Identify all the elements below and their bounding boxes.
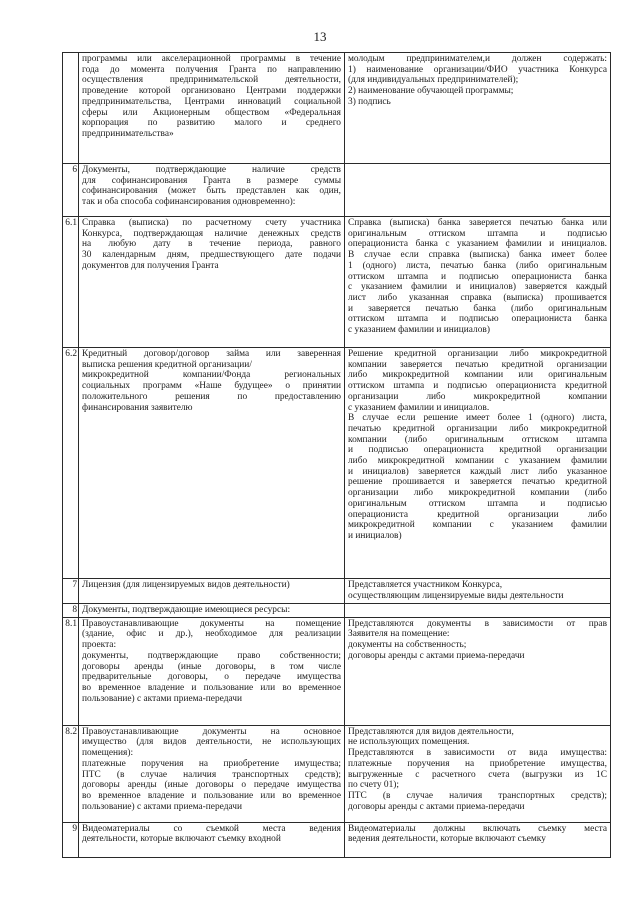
cell-line: года до момента получения Гранта по направлению bbox=[82, 64, 341, 75]
row-number: 8.1 bbox=[63, 617, 79, 725]
cell-line: программы или акселерационной программы в течение bbox=[82, 54, 341, 64]
cell-line: Представляются в зависимости от вида имущества: bbox=[348, 748, 607, 759]
cell-line: и подписью операциониста кредитной организации bbox=[348, 445, 607, 456]
cell-line: социальных программ «Наше будущее» о принятии bbox=[82, 381, 341, 392]
cell-line: 1 (одного) листа, печатью банка (либо оригинальным bbox=[348, 260, 607, 271]
cell-line: Видеоматериалы должны включать съемку места bbox=[348, 823, 607, 834]
cell-line: во временное владение и пользование или во временное bbox=[82, 682, 341, 693]
row-number bbox=[63, 53, 79, 164]
cell-line: с указанием фамилии и инициалов) bbox=[348, 325, 490, 336]
requirements-cell bbox=[345, 604, 611, 618]
cell-line: договоры аренды (иные договоры, в том числе bbox=[82, 661, 341, 672]
cell-line: по счету 01); bbox=[348, 780, 400, 791]
cell-line: деятельности, которые включают съемку входной bbox=[82, 834, 281, 845]
cell-line: помещения): bbox=[82, 748, 134, 759]
cell-line: оригинальным оттиском штампа и подписью bbox=[348, 498, 607, 509]
cell-line: Заявителя на помещение: bbox=[348, 629, 450, 640]
cell-line: договоры аренды с актами приема-передачи bbox=[348, 801, 525, 812]
cell-line: В случае если справка (выписка) банка имеет более bbox=[348, 250, 607, 261]
cell-line: во временное владение и пользование или во временное bbox=[82, 790, 341, 801]
requirements-cell bbox=[345, 725, 611, 822]
cell-line: пользование) с актами приема-передачи bbox=[82, 693, 242, 704]
row-number: 7 bbox=[63, 579, 79, 604]
requirements-cell bbox=[345, 164, 611, 217]
page-number: 13 bbox=[313, 29, 327, 44]
cell-line: компании заверяется печатью кредитной организации bbox=[348, 359, 607, 370]
table-row bbox=[63, 53, 611, 164]
cell-line: так и оба способа софинансирования одновременно): bbox=[82, 197, 296, 208]
cell-line: оттиском штампа и подписью операциониста кредитной bbox=[348, 381, 607, 392]
cell-line: имущество (для видов деятельности, не использующих bbox=[82, 737, 341, 748]
document-name-cell bbox=[79, 822, 345, 857]
requirements-cell bbox=[345, 217, 611, 348]
cell-line: Решение кредитной организации либо микрокредитной bbox=[348, 349, 607, 359]
cell-line: компании (либо оригинальным оттиском штампа bbox=[348, 434, 607, 445]
cell-line: ПТС (в случае наличия транспортных средств); bbox=[82, 769, 341, 780]
cell-line: организации либо микрокредитной компании (либо bbox=[348, 488, 607, 499]
cell-line: 3) подпись bbox=[348, 96, 391, 107]
cell-line: (для индивидуальных предпринимателей); bbox=[348, 75, 519, 86]
cell-line: Правоустанавливающие документы на основное bbox=[82, 726, 341, 737]
cell-line: финансирования заявителю bbox=[82, 402, 193, 413]
cell-line: (здание, офис и др.), необходимое для реализации bbox=[82, 629, 341, 640]
row-number: 6 bbox=[63, 164, 79, 217]
cell-line: проекта: bbox=[82, 640, 117, 651]
cell-line: решение прошивается и заверяется печатью кредитной bbox=[348, 477, 607, 488]
cell-line: Представляются для видов деятельности, bbox=[348, 726, 514, 737]
cell-line: Кредитный договор/договор займа или заверенная bbox=[82, 349, 341, 359]
cell-line: Правоустанавливающие документы на помещение bbox=[82, 618, 341, 629]
cell-line: документы, подтверждающие право собственности; bbox=[82, 650, 341, 661]
cell-line: и заверяется печатью банка (либо оригинальным bbox=[348, 303, 607, 314]
cell-line: документы на собственность; bbox=[348, 640, 467, 651]
cell-line: выписка решения кредитной организации/ bbox=[82, 359, 252, 370]
cell-line: с указанием фамилии и инициалов. bbox=[348, 402, 490, 413]
cell-line: оригинальным оттиском штампа и подписью bbox=[348, 228, 607, 239]
cell-line: Конкурса, подтверждающая наличие денежных средств bbox=[82, 228, 341, 239]
table-row bbox=[63, 604, 611, 618]
cell-line: ПТС (в случае наличия транспортных средств); bbox=[348, 790, 607, 801]
cell-line: ведения деятельности, которые включают съемку bbox=[348, 834, 546, 845]
cell-line: предварительные договоры, о передаче имущества bbox=[82, 672, 341, 683]
cell-line: и инициалов) bbox=[348, 530, 402, 541]
cell-line: оттиском штампа и подписью операциониста банка bbox=[348, 314, 607, 325]
cell-line: на любую дату в течение периода, равного bbox=[82, 239, 341, 250]
table-row bbox=[63, 217, 611, 348]
requirements-cell bbox=[345, 579, 611, 604]
cell-line: Лицензия (для лицензируемых видов деятельности) bbox=[82, 580, 290, 590]
cell-line: 30 календарным дням, предшествующего дате подачи bbox=[82, 250, 341, 261]
document-name-cell bbox=[79, 53, 345, 164]
document-name-cell bbox=[79, 725, 345, 822]
cell-line: оттиском штампа и подписью операциониста банка bbox=[348, 271, 607, 282]
cell-line: организации либо микрокредитной компании bbox=[348, 391, 607, 402]
cell-line: 1) наименование организации/ФИО участника Конкурса bbox=[348, 64, 607, 75]
requirements-cell bbox=[345, 617, 611, 725]
table-row bbox=[63, 617, 611, 725]
cell-line: предпринимательства» bbox=[82, 128, 174, 139]
row-number: 9 bbox=[63, 822, 79, 857]
cell-line: операциониста банка с указанием фамилии и инициалов. bbox=[348, 239, 607, 250]
cell-line: Представляются документы в зависимости от прав bbox=[348, 618, 607, 629]
row-number: 6.2 bbox=[63, 348, 79, 579]
cell-line: Документы, подтверждающие наличие средств bbox=[82, 165, 341, 175]
cell-line: лист либо указанная справка (выписка) прошивается bbox=[348, 292, 607, 303]
cell-line: осуществляющим лицензируемые виды деятельности bbox=[348, 590, 564, 601]
cell-line: положительного решения по предоставлению bbox=[82, 391, 341, 402]
cell-line: Представляется участником Конкурса, bbox=[348, 580, 503, 590]
table-row bbox=[63, 725, 611, 822]
cell-line: Документы, подтверждающие имеющиеся ресурсы: bbox=[82, 605, 291, 615]
cell-line: осуществления предпринимательской деятельности, bbox=[82, 75, 341, 86]
cell-line: для софинансирования Гранта в размере суммы bbox=[82, 175, 341, 186]
cell-line: печатью кредитной организации либо микрокредитной bbox=[348, 423, 607, 434]
cell-line: пользование) с актами приема-передачи bbox=[82, 801, 242, 812]
cell-line: Видеоматериалы со съемкой места ведения bbox=[82, 823, 341, 834]
cell-line: микрокредитной компании с указанием фамилии bbox=[348, 520, 607, 531]
cell-line: платежные поручения на приобретение имущества; bbox=[82, 758, 341, 769]
requirements-cell bbox=[345, 53, 611, 164]
table-row bbox=[63, 348, 611, 579]
requirements-cell bbox=[345, 348, 611, 579]
cell-line: молодым предпринимателем,и должен содержать: bbox=[348, 54, 607, 64]
document-name-cell bbox=[79, 217, 345, 348]
cell-line: В случае если решение имеет более 1 (одного) листа, bbox=[348, 413, 607, 424]
cell-line: 2) наименование обучающей программы; bbox=[348, 86, 514, 97]
cell-line: предпринимательства, Центрами инноваций социальной bbox=[82, 96, 341, 107]
row-number: 8 bbox=[63, 604, 79, 618]
requirements-cell bbox=[345, 822, 611, 857]
cell-line: не использующих помещения. bbox=[348, 737, 470, 748]
cell-line: либо микрокредитной компании с указанием фамилии bbox=[348, 456, 607, 467]
row-number: 8.2 bbox=[63, 725, 79, 822]
cell-line: выгруженные с расчетного счета (выгрузки из 1С bbox=[348, 769, 607, 780]
table-row bbox=[63, 822, 611, 857]
cell-line: софинансирования (может быть представлен как один, bbox=[82, 186, 341, 197]
cell-line: микрокредитной компании/Фонда региональных bbox=[82, 370, 341, 381]
cell-line: операциониста кредитной организации либо bbox=[348, 509, 607, 520]
cell-line: договоры аренды с актами приема-передачи bbox=[348, 650, 525, 661]
cell-line: проведение которой организовано Центрами поддержки bbox=[82, 86, 341, 97]
cell-line: платежные поручения на приобретение имущества, bbox=[348, 758, 607, 769]
cell-line: корпорация по развитию малого и среднего bbox=[82, 118, 341, 129]
cell-line: документов для получения Гранта bbox=[82, 260, 219, 271]
cell-line: с указанием фамилии и инициалов) заверяется каждый bbox=[348, 282, 607, 293]
cell-line: договоры аренды (иные договоры о передаче имущества bbox=[82, 780, 341, 791]
document-name-cell bbox=[79, 579, 345, 604]
document-name-cell bbox=[79, 348, 345, 579]
table-row bbox=[63, 164, 611, 217]
table-row bbox=[63, 579, 611, 604]
cell-line: сферы или Акционерным обществом «Федеральная bbox=[82, 107, 341, 118]
documents-table bbox=[62, 52, 611, 858]
document-name-cell bbox=[79, 164, 345, 217]
row-number: 6.1 bbox=[63, 217, 79, 348]
cell-line: Справка (выписка) по расчетному счету участника bbox=[82, 218, 341, 228]
document-name-cell bbox=[79, 604, 345, 618]
document-name-cell bbox=[79, 617, 345, 725]
cell-line: либо микрокредитной компании или оригинальным bbox=[348, 370, 607, 381]
cell-line: и инициалов) заверяется каждый лист либо указанное bbox=[348, 466, 607, 477]
cell-line: Справка (выписка) банка заверяется печатью банка или bbox=[348, 218, 607, 228]
